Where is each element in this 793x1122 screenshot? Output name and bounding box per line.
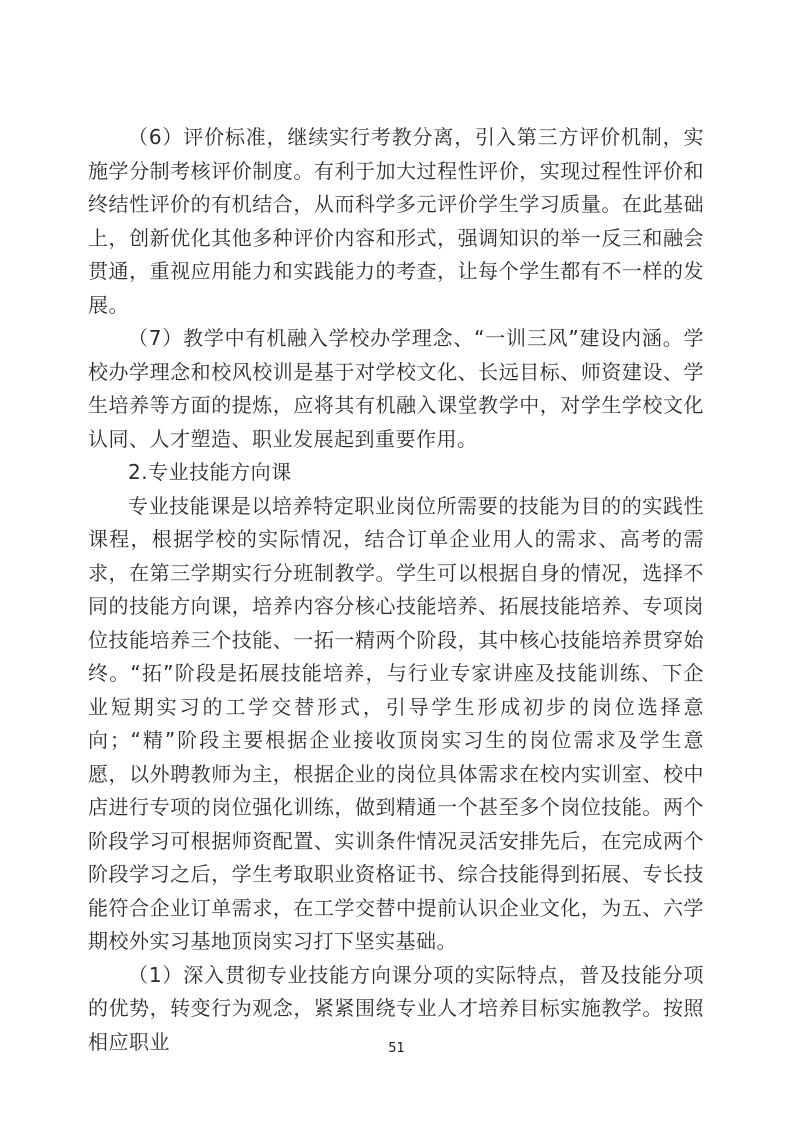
paragraph-evaluation-standard: （6）评价标准，继续实行考教分离，引入第三方评价机制，实施学分制考核评价制度。有利于加大过程性评价，实现过程性评价和终结性评价的有机结合，从而科学多元评价学生学习质量。在此基础上，创新优化其他多种评价内容和形式，强调知识的举一反三和融会贯通，重视应用能力和实践能力的考查，让每个学生都有不一样的发展。 <box>88 125 704 317</box>
section-heading-skill-course: 2.专业技能方向课 <box>128 460 292 484</box>
document-body <box>88 121 704 1059</box>
paragraph-skill-course-description: 专业技能课是以培养特定职业岗位所需要的技能为目的的实践性课程，根据学校的实际情况，结合订单企业用人的需求、高考的需求，在第三学期实行分班制教学。学生可以根据自身的情况，选择不同的技能方向课，培养内容分核心技能培养、拓展技能培养、专项岗位技能培养三个技能、一拓一精两个阶段，其中核心技能培养贯穿始终。“拓”阶段是拓展技能培养，与行业专家讲座及技能训练、下企业短期实习的工学交替形式，引导学生形成初步的岗位选择意向；“精”阶段主要根据企业接收顶岗实习生的岗位需求及学生意愿，以外聘教师为主，根据企业的岗位具体需求在校内实训室、校中店进行专项的岗位强化训练，做到精通一个甚至多个岗位技能。两个阶段学习可根据师资配置、实训条件情况灵活安排先后，在完成两个阶段学习之后，学生考取职业资格证书、综合技能得到拓展、专长技能符合企业订单需求，在工学交替中提前认识企业文化，为五、六学期校外实习基地顶岗实习打下坚实基础。 <box>88 493 704 953</box>
page-number: 51 <box>388 1041 405 1056</box>
paragraph-school-philosophy: （7）教学中有机融入学校办学理念、“一训三风”建设内涵。学校办学理念和校风校训是基于对学校文化、长远目标、师资建设、学生培养等方面的提炼，应将其有机融入课堂教学中，对学生学校文化认同、人才塑造、职业发展起到重要作用。 <box>88 326 704 451</box>
paragraph-skill-course-item-1: （1）深入贯彻专业技能方向课分项的实际特点，普及技能分项的优势，转变行为观念，紧紧围绕专业人才培养目标实施教学。按照相应职业 <box>88 962 704 1054</box>
